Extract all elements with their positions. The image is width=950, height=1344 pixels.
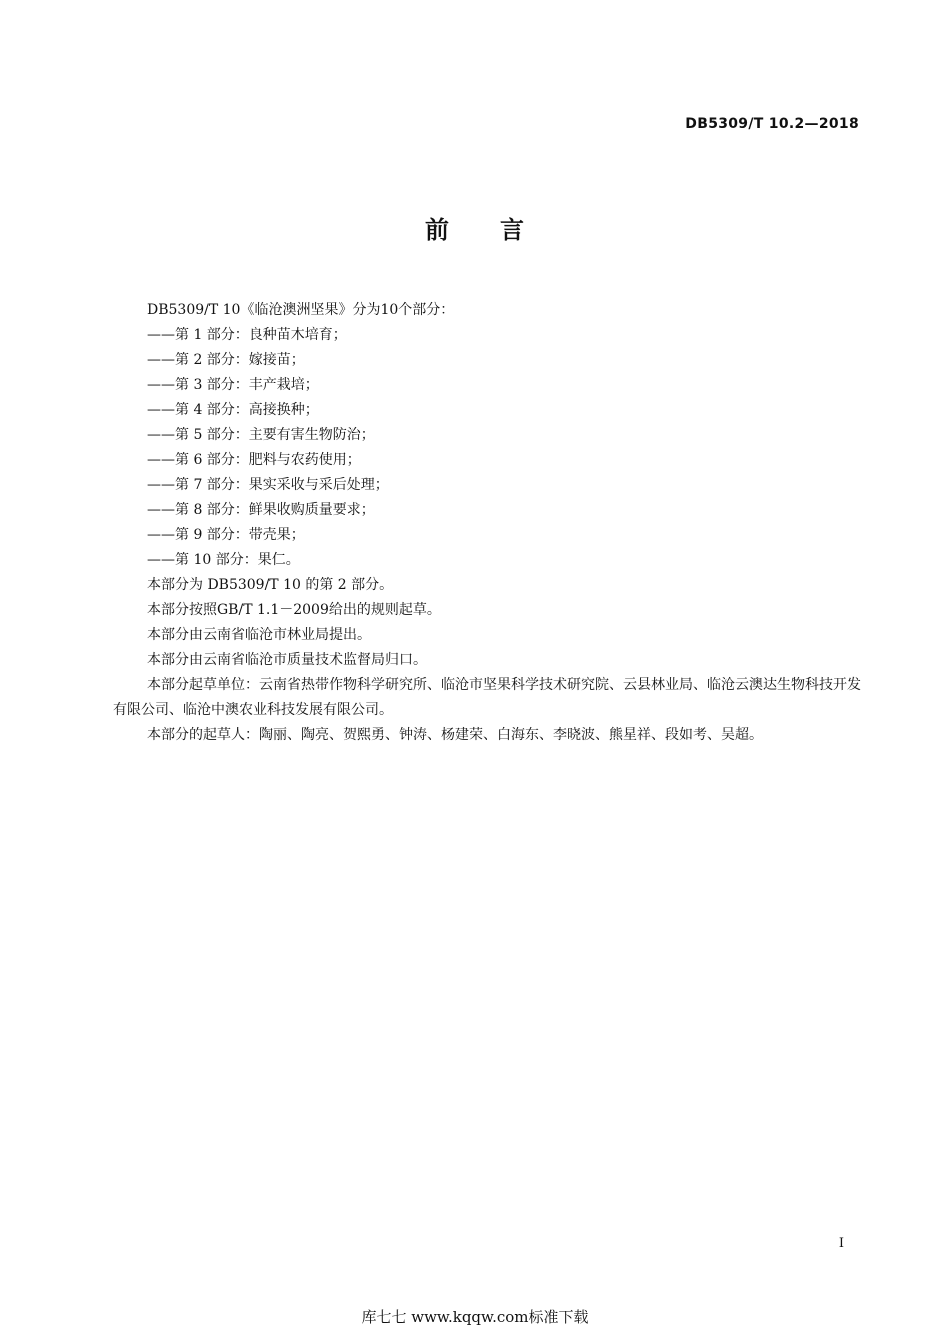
header-standard-code: DB5309/T 10.2—2018	[685, 116, 859, 132]
list-item-part-7: ——第 7 部分：果实采收与采后处理；	[147, 477, 389, 493]
paragraph-drafting-units: 本部分起草单位：云南省热带作物科学研究所、临沧市坚果科学技术研究院、云县林业局、临沧云澳达生物科技开发有限公司、临沧中澳农业科技发展有限公司。	[113, 677, 861, 718]
list-item-part-6: ——第 6 部分：肥料与农药使用；	[147, 452, 361, 468]
paragraph-administrator: 本部分由云南省临沧市质量技术监督局归口。	[147, 652, 427, 668]
list-item-part-8: ——第 8 部分：鲜果收购质量要求；	[147, 502, 375, 518]
paragraph-drafting-rules: 本部分按照GB/T 1.1－2009给出的规则起草。	[147, 602, 441, 618]
foreword-body	[113, 298, 861, 748]
title-char-2: 言	[500, 216, 525, 244]
paragraph-drafters: 本部分的起草人：陶丽、陶亮、贺熙勇、钟涛、杨建荣、白海东、李晓波、熊星祥、段如考、吴超。	[147, 727, 763, 743]
list-item-part-10: ——第 10 部分：果仁。	[147, 552, 300, 568]
paragraph-intro: DB5309/T 10《临沧澳洲坚果》分为10个部分：	[147, 302, 455, 318]
paragraph-proposer: 本部分由云南省临沧市林业局提出。	[147, 627, 371, 643]
list-item-part-1: ——第 1 部分：良种苗木培育；	[147, 327, 347, 343]
list-item-part-9: ——第 9 部分：带壳果；	[147, 527, 305, 543]
list-item-part-4: ——第 4 部分：高接换种；	[147, 402, 319, 418]
title-char-1: 前	[425, 216, 450, 244]
page-title	[0, 212, 950, 248]
list-item-part-2: ——第 2 部分：嫁接苗；	[147, 352, 305, 368]
list-item-part-5: ——第 5 部分：主要有害生物防治；	[147, 427, 375, 443]
paragraph-part-statement: 本部分为 DB5309/T 10 的第 2 部分。	[147, 577, 394, 593]
page-number: I	[838, 1236, 844, 1251]
footer-watermark: 库七七 www.kqqw.com标准下载	[361, 1308, 589, 1326]
list-item-part-3: ——第 3 部分：丰产栽培；	[147, 377, 319, 393]
